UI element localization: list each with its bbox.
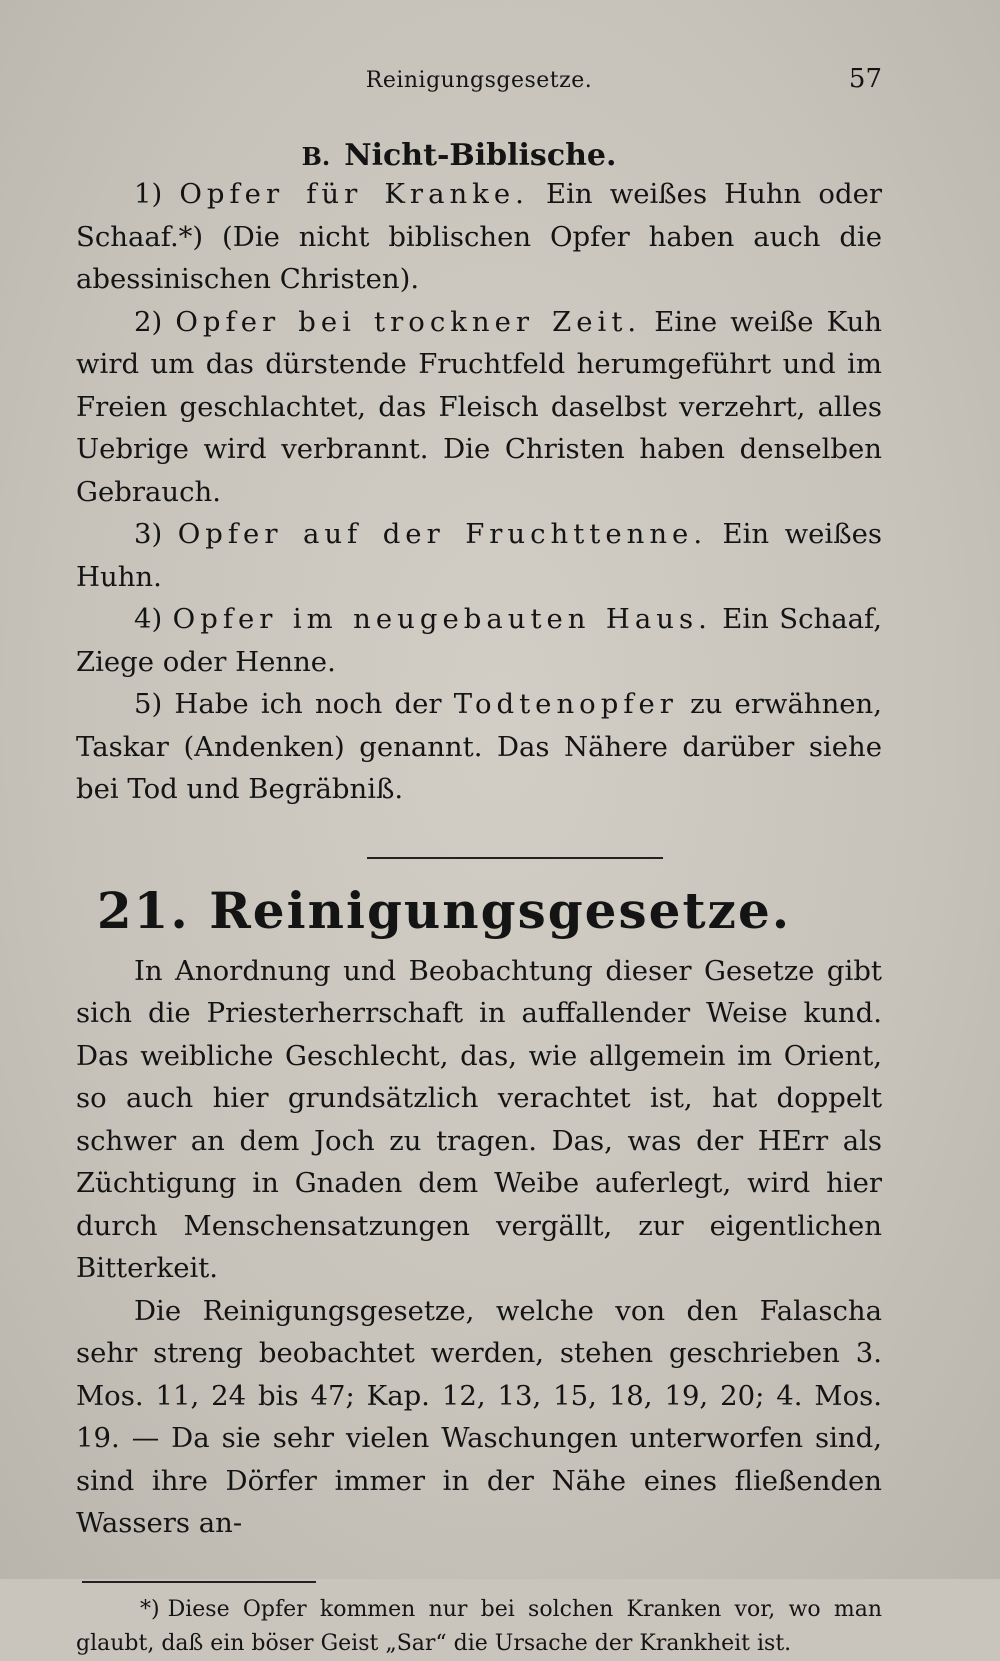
item-text: zu erwähnen, Taskar (Andenken) genannt. Das Nähere darüber siehe bei Tod und Begräbniß. (76, 688, 883, 805)
item-label: Opfer im neugebauten Haus. (172, 603, 712, 635)
section-divider (367, 857, 663, 859)
chapter-heading (76, 881, 882, 940)
footnote (76, 1593, 882, 1661)
item-label: Todtenopfer (453, 688, 678, 720)
item-number: 2) (134, 305, 163, 338)
item-text: Ein Schaaf, Ziege oder Henne. (76, 603, 882, 678)
running-title: Reinigungsgesetze. (365, 68, 593, 93)
item-number: 3) (134, 518, 163, 550)
chapter-number: 21. (96, 880, 190, 940)
list-item (76, 513, 882, 598)
list-item (76, 173, 882, 301)
footnote-divider (82, 1581, 316, 1583)
list-item (76, 301, 882, 514)
item-text: Ein weißes Huhn. (76, 518, 882, 593)
list-item (76, 683, 882, 811)
section-heading (76, 138, 882, 173)
body-paragraph: Die Reinigungsgesetze, welche von den Falascha sehr streng beobachtet werden, stehen geschrieben 3. Mos. 11, 24 bis 47; Kap. 12, 13, 15, 18, 19, 20; 4. Mos. 19. — Da sie sehr vielen Waschungen unterworfen sind, sind ihre Dörfer immer in der Nähe eines fließenden Wassers an- (76, 1294, 882, 1539)
item-number: 5) (134, 688, 163, 720)
section-letter: B. (301, 142, 331, 171)
chapter-title: Reinigungsgesetze. (209, 880, 792, 940)
item-pre: Habe ich noch der (162, 688, 454, 720)
footnote-mark: *) (140, 1596, 160, 1622)
footnote-text: Diese Opfer kommen nur bei solchen Kranken vor, wo man glaubt, daß ein böser Geist „Sar“ die Ursache der Krankheit ist. (76, 1596, 882, 1656)
item-text: Ein weißes Huhn oder Schaaf.*) (Die nicht biblischen Opfer haben auch die abessinischen Christen). (76, 178, 882, 295)
item-label: Opfer bei trockner Zeit. (175, 305, 642, 338)
page-number: 57 (848, 64, 882, 94)
item-label: Opfer auf der Fruchttenne. (177, 518, 708, 550)
running-head (76, 62, 882, 108)
item-number: 1) (134, 178, 163, 210)
body-paragraph: In Anordnung und Beobachtung dieser Gesetze gibt sich die Priesterherrschaft in auffallender Weise kund. Das weibliche Geschlecht, das, wie allgemein im Orient, so auch hier grundsätzlich verachtet ist, hat doppelt schwer an dem Joch zu tragen. Das, was der HErr als Züchtigung in Gnaden dem Weibe auferlegt, wird hier durch Menschensatzungen vergällt, zur eigentlichen Bitterkeit. (76, 954, 882, 1284)
item-text: Eine weiße Kuh wird um das dürstende Fruchtfeld herumgeführt und im Freien geschlachtet, das Fleisch daselbst verzehrt, alles Uebrige wird verbrannt. Die Christen haben denselben Gebrauch. (76, 305, 882, 508)
section-title: Nicht-Biblische. (344, 138, 617, 173)
list-item (76, 598, 882, 683)
item-number: 4) (134, 603, 163, 635)
item-label: Opfer für Kranke. (179, 178, 529, 210)
